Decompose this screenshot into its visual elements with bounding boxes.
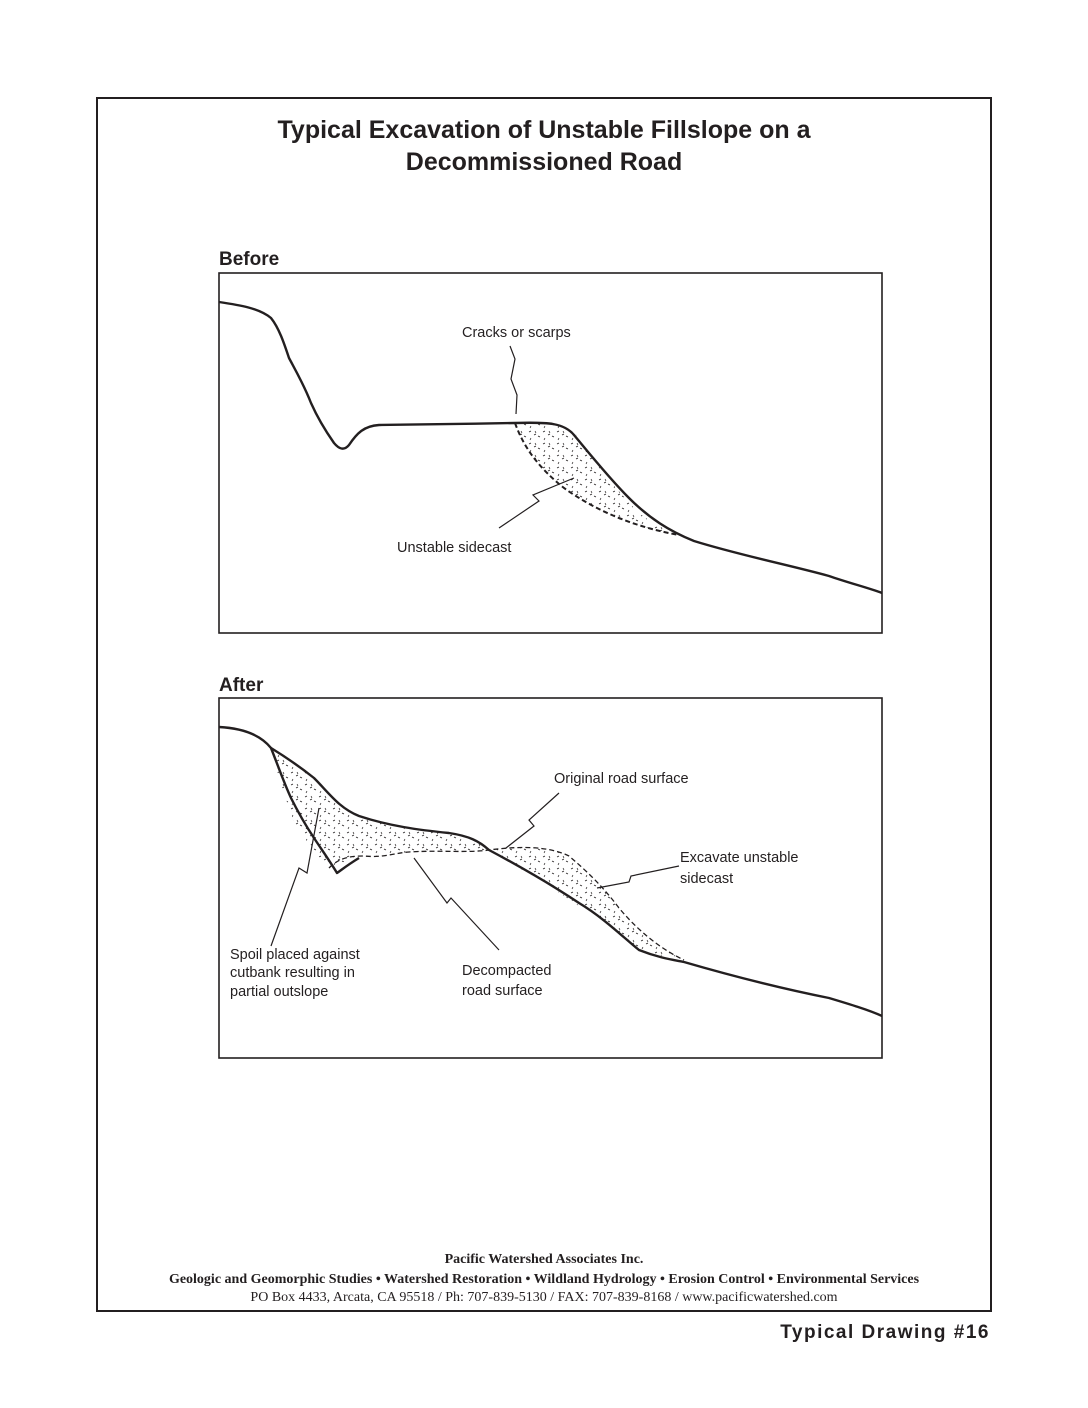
before-diagram	[219, 273, 882, 633]
after-label: After	[219, 675, 264, 696]
spoil-label-line-3: partial outslope	[230, 984, 329, 1000]
excavate-leader-line	[597, 866, 679, 888]
original-surface-label: Original road surface	[554, 771, 689, 787]
spoil-label-line-2: cutbank resulting in	[230, 965, 355, 981]
spoil-label-line-1: Spoil placed against	[230, 947, 360, 963]
footer-contact: PO Box 4433, Arcata, CA 95518 / Ph: 707-839-5130 / FAX: 707-839-8168 / www.pacificwatershed.com	[250, 1290, 838, 1305]
excavate-label-line-2: sidecast	[680, 871, 734, 887]
sidecast-label: Unstable sidecast	[397, 540, 512, 556]
cracks-label: Cracks or scarps	[462, 325, 571, 341]
cracks-leader-line	[510, 346, 517, 414]
decompacted-leader-line	[414, 858, 499, 950]
before-label: Before	[219, 249, 280, 270]
original-surface-leader-line	[506, 793, 559, 848]
after-diagram	[219, 698, 882, 1058]
decompacted-label-line-1: Decompacted	[462, 963, 552, 979]
drawing-title	[96, 114, 992, 178]
spoil-fill	[271, 748, 489, 869]
title-line-1: Typical Excavation of Unstable Fillslope on a	[277, 116, 811, 144]
title-line-2: Decommissioned Road	[405, 148, 683, 176]
excavate-label-line-1: Excavate unstable	[680, 850, 799, 866]
excavated-sidecast-fill	[489, 848, 684, 960]
footer-company: Pacific Watershed Associates Inc.	[444, 1252, 644, 1267]
drawing-number: Typical Drawing #16	[780, 1322, 990, 1343]
footer-services: Geologic and Geomorphic Studies • Watershed Restoration • Wildland Hydrology • Erosion Control • Environmental Services	[168, 1272, 920, 1287]
decompacted-label-line-2: road surface	[462, 983, 543, 999]
